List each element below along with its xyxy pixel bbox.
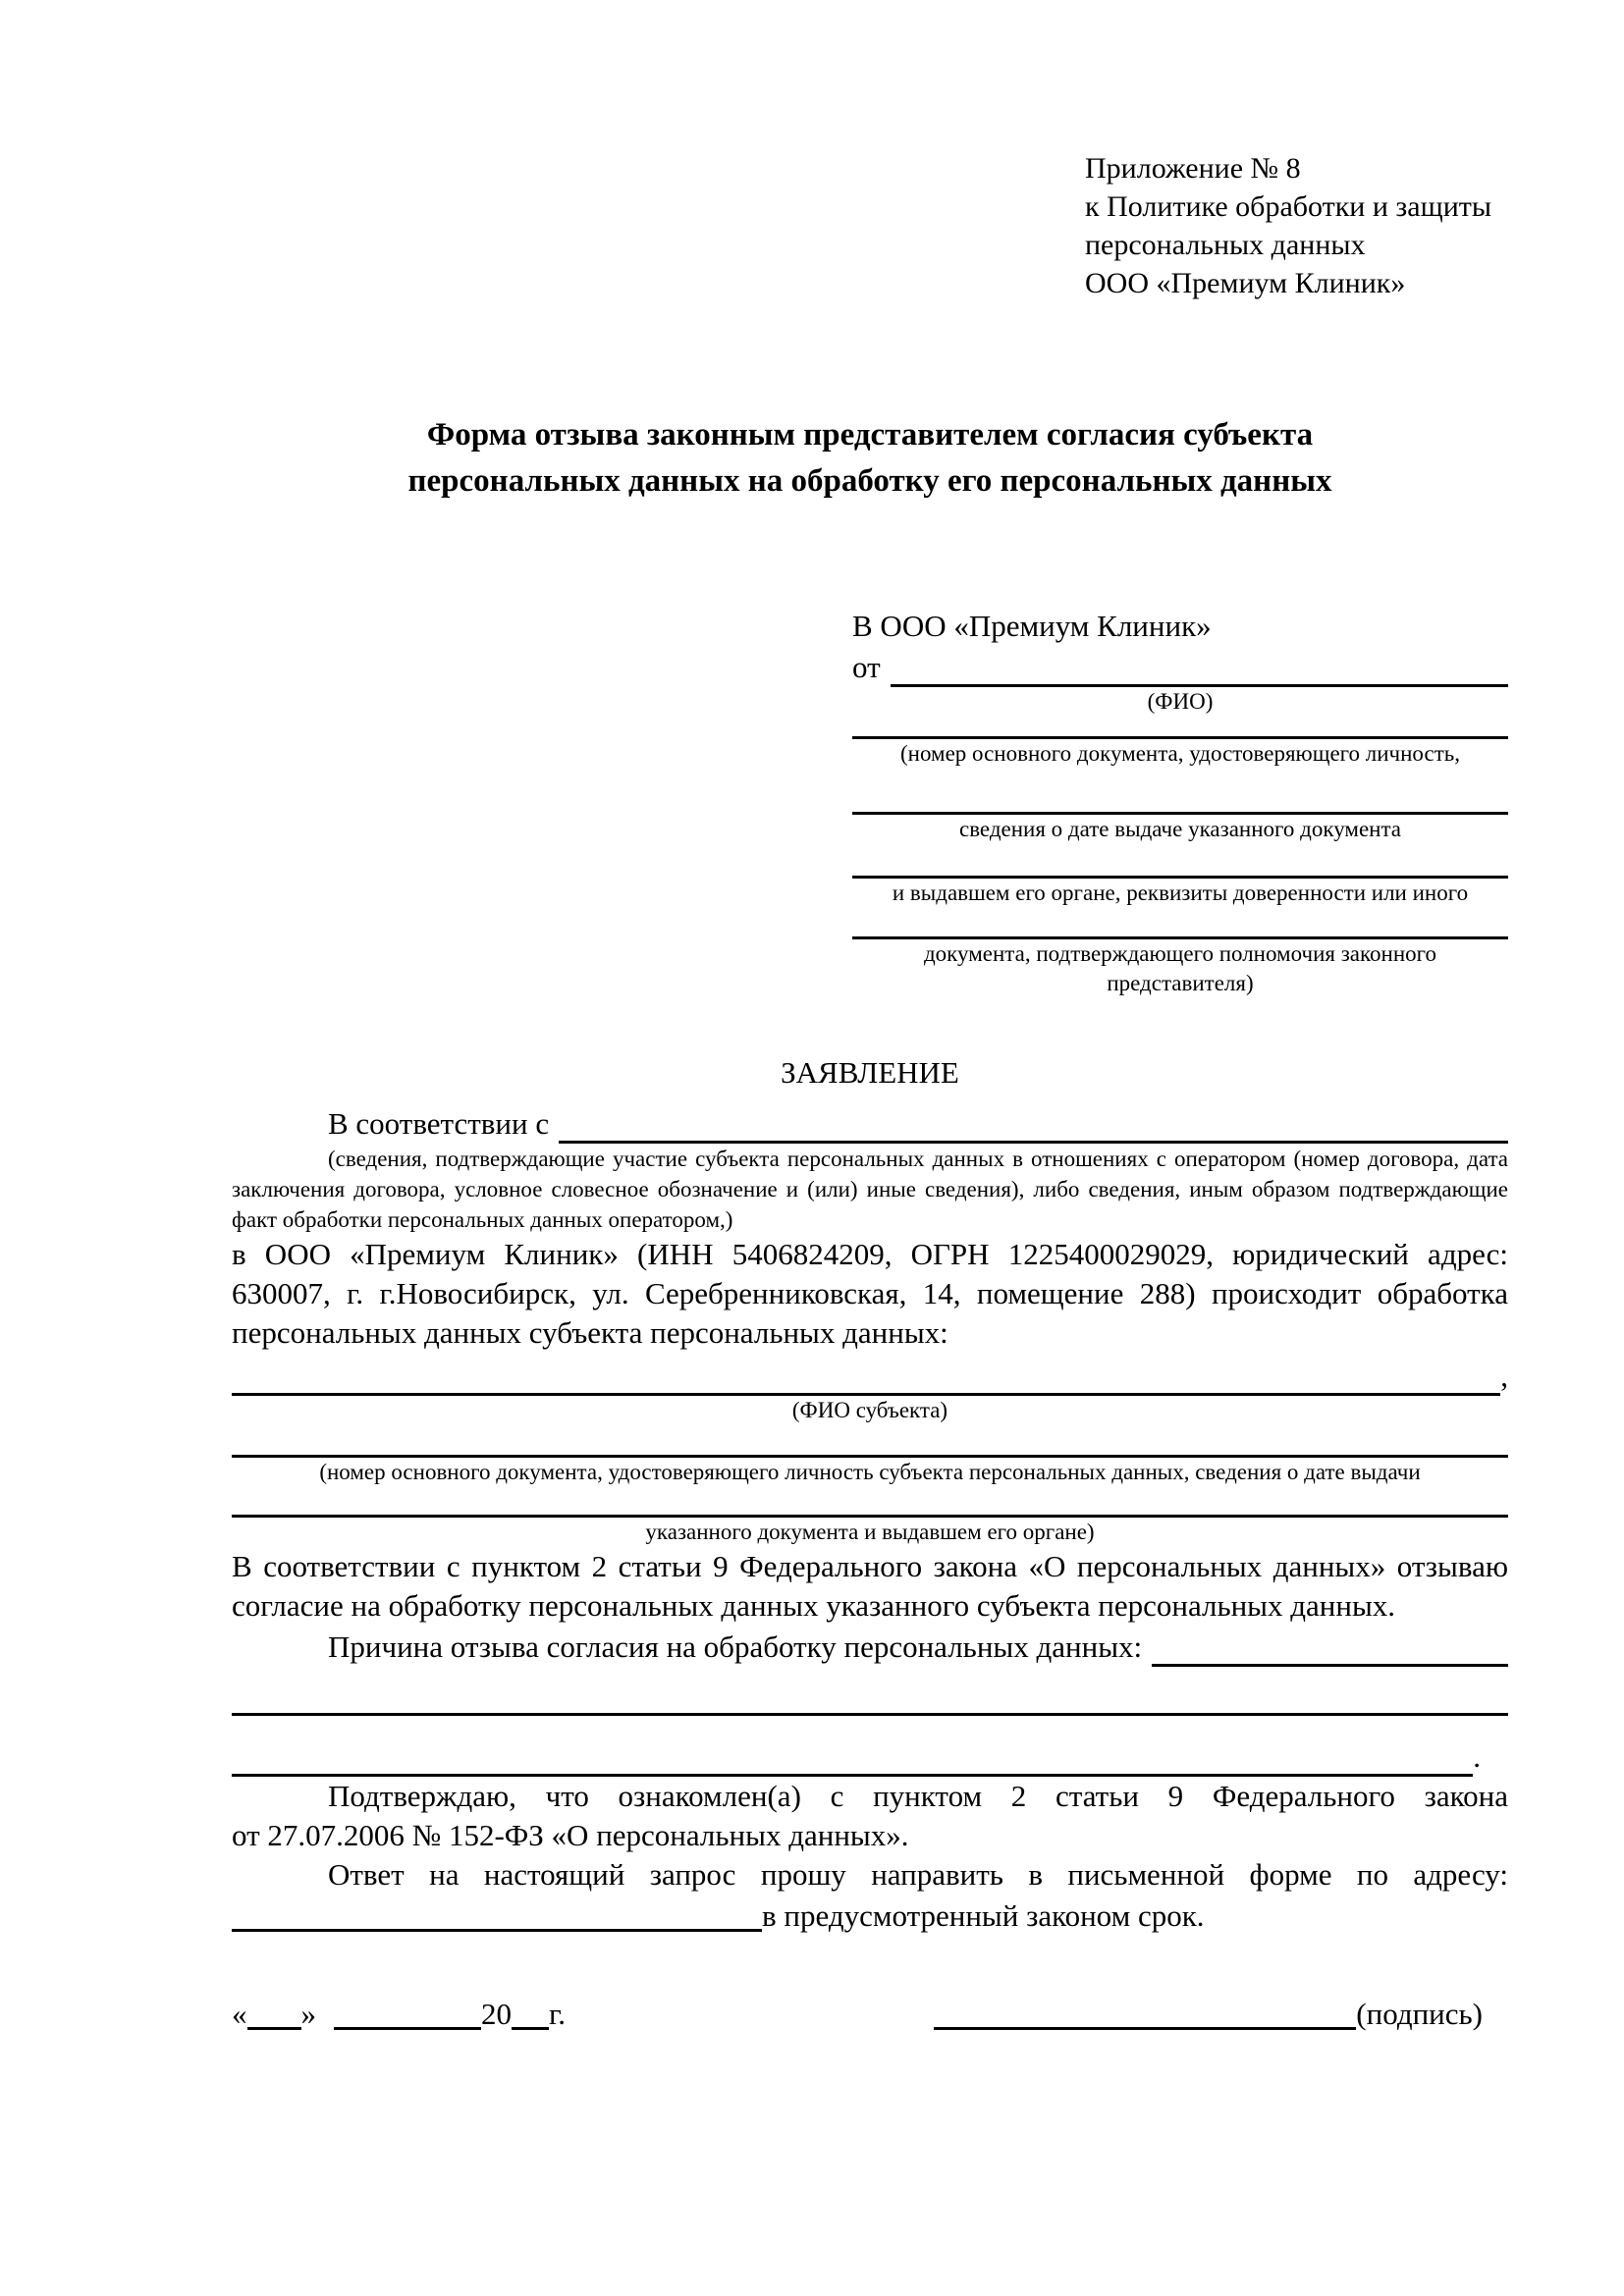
representative-fio-field[interactable] [891,672,1508,687]
statement-heading: ЗАЯВЛЕНИЕ [781,1055,959,1090]
reason-field-line-2[interactable] [232,1667,1508,1716]
accordance-basis-field[interactable] [559,1129,1508,1144]
day-field[interactable] [247,2027,301,2030]
appendix-line-2: к Политике обработки и защиты [1085,190,1492,223]
reason-label: Причина отзыва согласия на обработку персональных данных: [328,1629,1143,1664]
title-line-2: персональных данных на обработку его персональных данных [407,463,1332,499]
reason-row [232,1626,1508,1667]
appendix-block [852,149,1508,302]
signature-group [934,1995,1483,2034]
confirm-line-1: Подтверждаю, что ознакомлен(а) с пунктом 2 статьи 9 Федерального закона [328,1779,1508,1813]
fio-caption: (ФИО) [1147,689,1214,714]
withdrawal-paragraph: В соответствии с пунктом 2 статьи 9 Федерального закона «О персональных данных» отзываю согласие на обработку персональных данных указанного субъекта персональных данных. [232,1549,1508,1623]
addressee-block [852,607,1508,998]
signature-caption: (подпись) [1356,1997,1483,2031]
operator-paragraph: в ООО «Премиум Клиник» (ИНН 5406824209, ОГРН 1225400029029, юридический адрес: 630007, г. г.Новосибирск, ул. Серебренниковская, 14, помещение 288) происходит обработка персональных данных субъекта персональных данных: [232,1237,1508,1350]
accordance-note: (сведения, подтверждающие участие субъекта персональных данных в отношениях с оператором (номер договора, дата заключения договора, условное словесное обозначение и (или) иные сведения), либо сведения, иным образом подтверждающие факт обработки персональных данных оператором,) [232,1147,1508,1232]
confirm-line-2: от 27.07.2006 № 152-ФЗ «О персональных данных». [232,1818,909,1852]
appendix-line-3: персональных данных [1085,229,1366,261]
reason-period: . [1473,1739,1481,1774]
from-label: от [852,650,881,684]
representative-doc-field-2[interactable] [852,769,1508,815]
appendix-line-4: ООО «Премиум Клиник» [1085,267,1406,299]
subject-fio-field[interactable] [232,1381,1500,1396]
reason-field-line-3[interactable] [232,1762,1473,1777]
date-field [232,1995,566,2034]
representative-doc-field-4[interactable] [852,908,1508,939]
year-field[interactable] [512,2027,549,2030]
reason-field-line-1[interactable] [1152,1652,1508,1667]
document-title [232,412,1508,505]
subject-doc-caption-1: (номер основного документа, удостоверяющего личность субъекта персональных данных, сведения о дате выдачи [319,1460,1421,1484]
footer-row [232,1995,1508,2034]
day-open-quote: « [232,1997,247,2031]
accordance-label: В соответствии с [328,1106,550,1141]
year-prefix: 20 [481,1997,512,2031]
day-close-quote: » [300,1997,316,2031]
title-line-1: Форма отзыва законным представителем согласия субъекта [426,417,1314,453]
addressee-organization: В ООО «Премиум Клиник» [852,609,1212,643]
signature-field[interactable] [934,2027,1356,2030]
representative-doc-caption-1: (номер основного документа, удостоверяющего личность, [899,741,1460,766]
representative-doc-field-1[interactable] [852,717,1508,739]
representative-doc-field-3[interactable] [852,844,1508,879]
subject-fio-caption: (ФИО субъекта) [791,1398,948,1422]
subject-doc-field-2[interactable] [232,1487,1508,1518]
representative-doc-caption-3: и выдавшем его органе, реквизиты доверенности или иного [892,881,1469,905]
reply-suffix: в предусмотренный законом срок. [762,1898,1205,1933]
subject-doc-field-1[interactable] [232,1425,1508,1458]
reply-line-1: Ответ на настоящий запрос прошу направить в письменной форме по адресу: [328,1857,1508,1892]
reply-address-field[interactable] [232,1929,762,1932]
reply-row [232,1895,1508,1938]
from-row [852,646,1508,687]
month-field[interactable] [334,2027,481,2030]
subject-fio-row [232,1353,1508,1396]
subject-fio-comma: , [1500,1359,1508,1393]
year-suffix: г. [549,1997,566,2031]
appendix-line-1: Приложение № 8 [1085,152,1301,185]
representative-doc-caption-4: документа, подтверждающего полномочия законного представителя) [923,941,1436,995]
representative-doc-caption-2: сведения о дате выдаче указанного документа [958,817,1402,841]
reason-row-end [232,1716,1508,1777]
accordance-row [232,1102,1508,1144]
subject-doc-caption-2: указанного документа и выдавшем его органе) [645,1520,1095,1544]
